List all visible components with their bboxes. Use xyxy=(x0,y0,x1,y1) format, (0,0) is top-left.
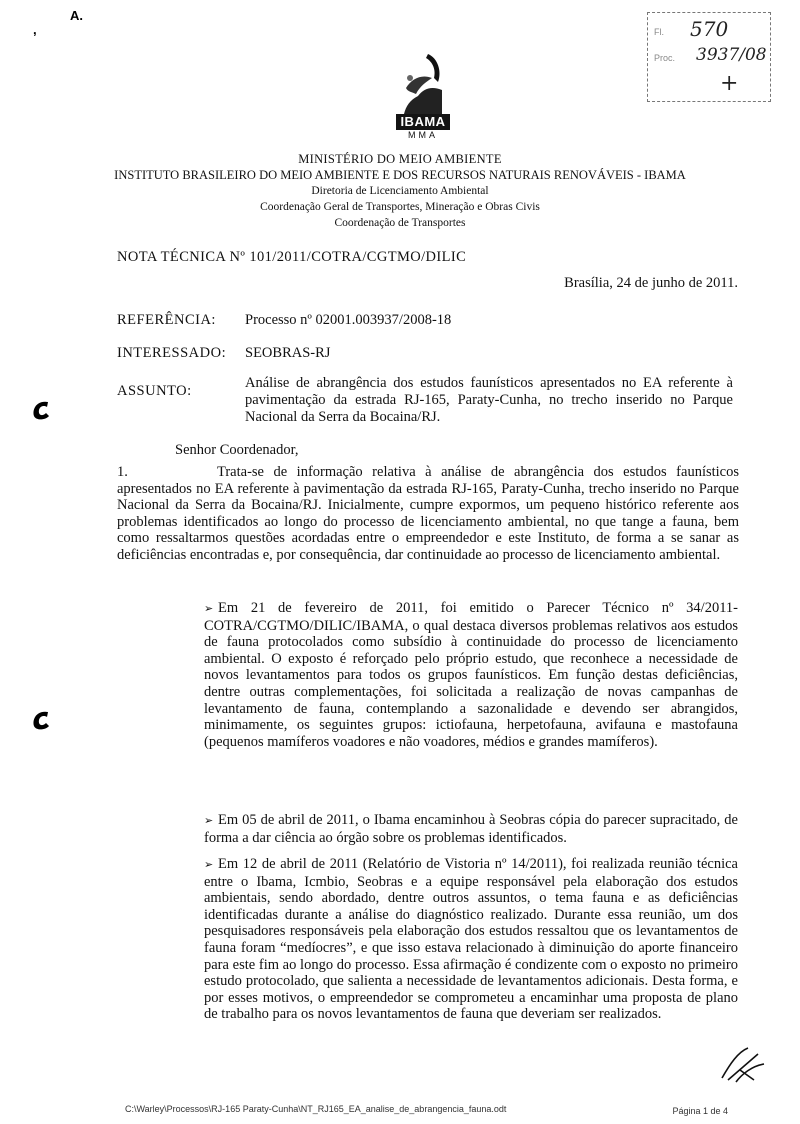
logo-subtitle: MMA xyxy=(408,130,438,140)
page-indicator: Página 1 de 4 xyxy=(672,1106,728,1116)
institute-heading: INSTITUTO BRASILEIRO DO MEIO AMBIENTE E DOS RECURSOS NATURAIS RENOVÁVEIS - IBAMA xyxy=(114,168,686,182)
arrow-bullet-icon: ➢ xyxy=(204,814,214,827)
stamp-rubric: + xyxy=(720,71,739,96)
margin-mark: A. xyxy=(70,8,83,23)
bullet-text: Em 21 de fevereiro de 2011, foi emitido o Parecer Técnico nº 34/2011-COTRA/CGTMO/DILIC/IBAMA, o qual destaca diversos problemas relativos aos estudos de fauna protocolados como subsídio à continuidade do processo de licenciamento ambiental. O exposto é reforçado pelo próprio estudo, que reconhece a necessidade de novos levantamentos para todos os grupos faunísticos. Em função destas deficiências, dentre outras complementações, foi solicitada a realização de novas campanhas de levantamento de fauna, contemplando a sazonalidade e devendo ser abrangidos, minimamente, os seguintes grupos: ictiofauna, herpetofauna, avifauna e mastofauna (pequenos mamíferos voadores e não voadores, médios e grandes mamíferos). xyxy=(204,600,738,750)
arrow-bullet-icon: ➢ xyxy=(204,602,214,615)
bullet-text: Em 12 de abril de 2011 (Relatório de Vistoria nº 14/2011), foi realizada reunião técnica entre o Ibama, Icmbio, Seobras e a equipe responsável pela elaboração dos estudos ambientais, sendo abordado, dentre outros assuntos, o tema fauna e as deficiências identificadas durante a análise do diagnóstico realizado. Durante essa reunião, um dos pesquisadores responsáveis pela elaboração dos estudos ressaltou que os levantamentos de fauna foram “medíocres”, e que isso estava relacionado à diminuição do aporte financeiro para este fim ao longo do processo. Essa afirmação é condizente com o exposto no primeiro estudo protocolado, que salienta a necessidade de levantamentos adicionais. Desta forma, e por esses motivos, o empreendedor se comprometeu a encaminhar uma proposta de plano de trabalho para os novos levantamentos de fauna que deveriam ser realizados. xyxy=(204,856,738,1023)
stamp-process-number: 3937/08 xyxy=(696,45,767,65)
bullet-item xyxy=(204,812,738,846)
hole-punch-mark xyxy=(30,708,52,732)
paragraph-1 xyxy=(117,464,739,564)
arrow-bullet-icon: ➢ xyxy=(204,858,214,871)
footer-file-path: C:\Warley\Processos\RJ-165 Paraty-Cunha\NT_RJ165_EA_analise_de_abrangencia_fauna.odt xyxy=(125,1104,507,1114)
ministry-heading: MINISTÉRIO DO MEIO AMBIENTE xyxy=(298,152,502,166)
assunto-label: ASSUNTO: xyxy=(117,383,192,399)
bullet-text: Em 05 de abril de 2011, o Ibama encaminhou à Seobras cópia do parecer supracitado, de forma a dar ciência ao órgão sobre os problemas identificados. xyxy=(204,812,738,846)
coordination-heading: Coordenação de Transportes xyxy=(334,217,466,229)
interessado-label: INTERESSADO: xyxy=(117,345,227,361)
bullet-item xyxy=(204,856,738,1023)
paragraph-number: 1. xyxy=(117,464,128,480)
bullet-item xyxy=(204,600,738,750)
interessado-value: SEOBRAS-RJ xyxy=(245,345,331,361)
margin-mark: , xyxy=(33,22,37,37)
paragraph-1-text: Trata-se de informação relativa à análise de abrangência dos estudos faunísticos apresentados no EA referente à pavimentação da estrada RJ-165, Paraty-Cunha, trecho inserido no Parque Nacional da Serra da Bocaina/RJ. Inicialmente, cumpre expormos, um pequeno histórico referente aos problemas identificados ao longo do processo de licenciamento ambiental, no que tange a fauna, bem como ressaltarmos questões acordadas entre o empreendedor e este Instituto, de forma a se sanar as deficiências encontradas e, por consequência, dar continuidade ao processo de licenciamento ambiental. xyxy=(117,464,739,563)
stamp-page-number: 570 xyxy=(690,17,729,41)
hole-punch-mark xyxy=(30,398,52,422)
logo-wordmark: IBAMA xyxy=(396,114,450,130)
assunto-value: Análise de abrangência dos estudos faunísticos apresentados no EA referente à pavimentação da estrada RJ-165, Paraty-Cunha, no trecho inserido no Parque Nacional da Serra da Bocaina/RJ. xyxy=(245,375,733,425)
referencia-label: REFERÊNCIA: xyxy=(117,312,216,328)
referencia-value: Processo nº 02001.003937/2008-18 xyxy=(245,312,452,328)
salutation: Senhor Coordenador, xyxy=(175,442,299,458)
coordination-general-heading: Coordenação Geral de Transportes, Mineração e Obras Civis xyxy=(260,201,540,213)
signature-initials xyxy=(718,1044,768,1084)
document-date: Brasília, 24 de junho de 2011. xyxy=(564,275,738,291)
protocol-stamp: Fl. 570 Proc. 3937/08 + xyxy=(647,12,771,102)
directorate-heading: Diretoria de Licenciamento Ambiental xyxy=(311,185,489,197)
bird-logo-icon xyxy=(398,48,446,114)
note-title: NOTA TÉCNICA Nº 101/2011/COTRA/CGTMO/DILIC xyxy=(117,249,467,265)
ibama-logo xyxy=(392,48,452,140)
